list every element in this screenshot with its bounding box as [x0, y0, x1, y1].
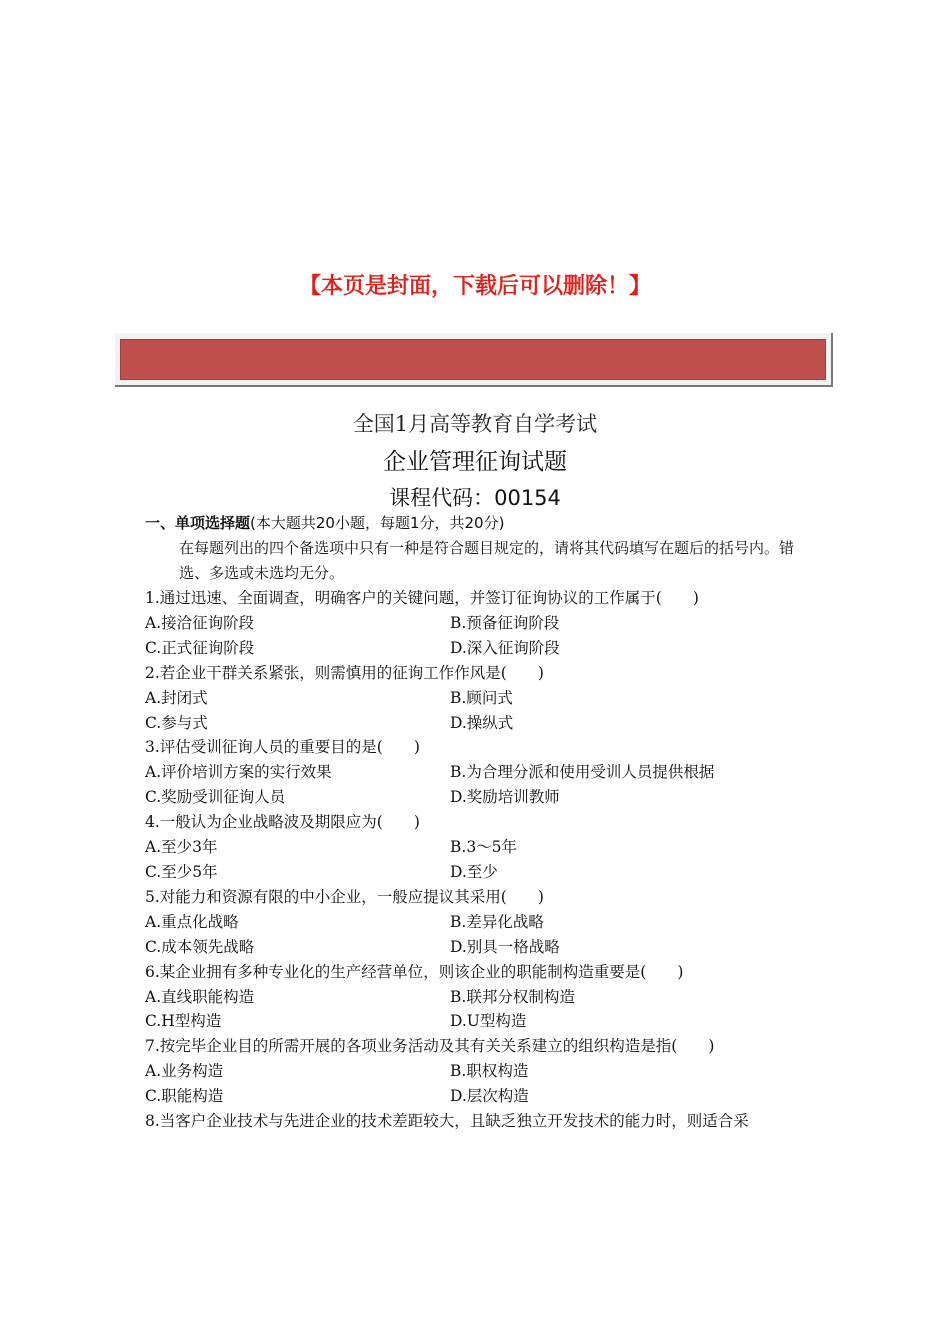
option-c: C.正式征询阶段	[145, 638, 255, 657]
option-a: A.直线职能构造	[145, 987, 255, 1006]
option-row	[145, 686, 815, 711]
option-b: B.3～5年	[450, 838, 518, 857]
section-heading-label: 一、单项选择题	[145, 514, 251, 532]
option-c: C.成本领先战略	[145, 937, 255, 956]
option-a: A.接洽征询阶段	[145, 613, 255, 632]
option-row	[145, 860, 815, 885]
option-row	[145, 611, 815, 636]
option-row	[145, 935, 815, 960]
cover-notice: 【本页是封面，下载后可以删除！】	[298, 274, 651, 299]
section-heading-detail: (本大题共20小题，每题1分，共20分)	[250, 514, 505, 532]
option-b: B.职权构造	[450, 1062, 529, 1081]
option-row	[145, 1059, 815, 1084]
option-d: D.操纵式	[450, 713, 514, 732]
banner-fill	[120, 339, 826, 380]
question-stem: 7.按完毕企业目的所需开展的各项业务活动及其有关关系建立的组织构造是指( )	[145, 1037, 715, 1056]
option-c: C.奖励受训征询人员	[145, 788, 286, 807]
option-a: A.至少3年	[145, 838, 218, 857]
option-b: B.差异化战略	[450, 912, 544, 931]
question-list	[145, 586, 815, 1134]
question-stem: 4.一般认为企业战略波及期限应为( )	[145, 813, 420, 832]
question-stem: 8.当客户企业技术与先进企业的技术差距较大，且缺乏独立开发技术的能力时，则适合采	[145, 1112, 749, 1131]
option-a: A.封闭式	[145, 688, 208, 707]
option-d: D.深入征询阶段	[450, 638, 560, 657]
question-stem: 6.某企业拥有多种专业化的生产经营单位，则该企业的职能制构造重要是( )	[145, 962, 684, 981]
option-c: C.H型构造	[145, 1012, 222, 1031]
course-code: 课程代码：00154	[389, 486, 561, 510]
option-row	[145, 910, 815, 935]
question-stem: 1.通过迅速、全面调查，明确客户的关键问题，并签订征询协议的工作属于( )	[145, 589, 699, 607]
option-b: B.预备征询阶段	[450, 613, 560, 632]
option-row	[145, 1084, 815, 1109]
option-row	[145, 835, 815, 860]
option-row	[145, 785, 815, 810]
option-d: D.层次构造	[450, 1087, 529, 1106]
option-a: A.业务构造	[145, 1062, 224, 1081]
option-row	[145, 760, 815, 785]
option-b: B.为合理分派和使用受训人员提供根据	[450, 763, 715, 782]
option-row	[145, 985, 815, 1010]
paper-title: 企业管理征询试题	[383, 449, 567, 475]
exam-title: 全国1月高等教育自学考试	[352, 412, 598, 436]
question-stem: 5.对能力和资源有限的中小企业，一般应提议其采用( )	[145, 887, 544, 906]
option-c: C.至少5年	[145, 862, 218, 881]
option-b: B.顾问式	[450, 688, 513, 707]
section-instruction: 在每题列出的四个备选项中只有一种是符合题目规定的，请将其代码填写在题后的括号内。错选、多选或未选均无分。	[179, 539, 795, 582]
option-a: A.评价培训方案的实行效果	[145, 763, 332, 782]
option-d: D.至少	[450, 862, 498, 881]
option-c: C.职能构造	[145, 1087, 224, 1106]
option-d: D.U型构造	[450, 1012, 527, 1031]
option-c: C.参与式	[145, 713, 208, 732]
question-stem: 2.若企业干群关系紧张，则需慎用的征询工作作风是( )	[145, 663, 544, 682]
option-a: A.重点化战略	[145, 912, 239, 931]
option-row	[145, 711, 815, 736]
option-d: D.别具一格战略	[450, 937, 560, 956]
question-stem: 3.评估受训征询人员的重要目的是( )	[145, 738, 420, 757]
decorative-banner	[115, 333, 833, 387]
option-row	[145, 1009, 815, 1034]
section-heading	[145, 511, 504, 535]
option-row	[145, 636, 815, 661]
option-d: D.奖励培训教师	[450, 788, 560, 807]
option-b: B.联邦分权制构造	[450, 987, 575, 1006]
